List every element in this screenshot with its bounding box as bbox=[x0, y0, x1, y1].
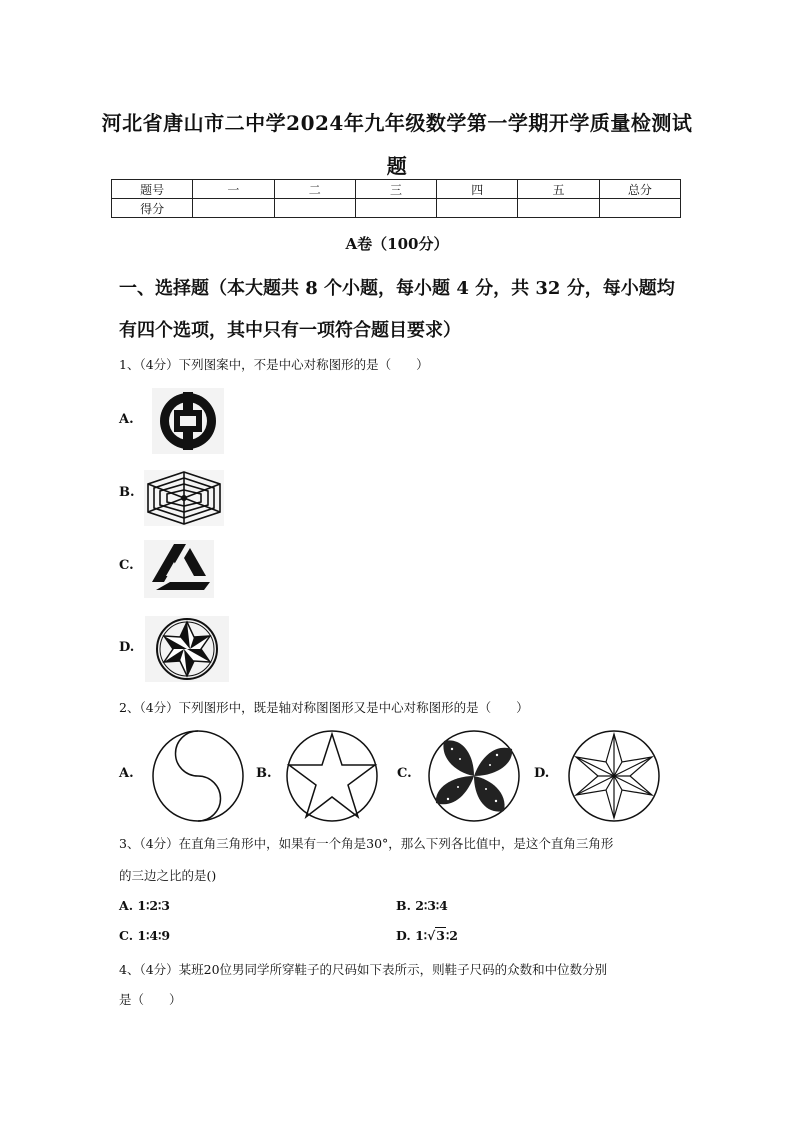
question-1-text: 1、（4分）下列图案中，不是中心对称图形的是（ ） bbox=[119, 357, 429, 372]
nested-hexagon-figure bbox=[144, 470, 224, 526]
table-cell: 二 bbox=[274, 180, 355, 199]
q2-option-d-label: D. bbox=[534, 766, 550, 781]
q1-option-a-label: A. bbox=[119, 412, 134, 427]
page-title-continued: 题 bbox=[386, 154, 408, 178]
recycle-triangle-figure bbox=[144, 540, 214, 598]
bank-logo-figure bbox=[152, 388, 224, 454]
q2-option-a-label: A. bbox=[119, 766, 134, 781]
hexagram-outline-circle-figure bbox=[562, 729, 666, 823]
yin-yang-curve-figure bbox=[146, 729, 250, 823]
score-table bbox=[111, 179, 681, 218]
q1-option-c-label: C. bbox=[119, 558, 134, 573]
q3-option-b: B. 2∶3∶4 bbox=[396, 898, 448, 913]
q1-option-b-label: B. bbox=[119, 485, 135, 500]
q3-option-d-suffix: ∶2 bbox=[445, 928, 458, 943]
score-input-cell[interactable] bbox=[518, 199, 599, 218]
hexagram-circle-figure bbox=[145, 616, 229, 682]
table-cell: 题号 bbox=[112, 180, 193, 199]
section-heading-continued: 有四个选项，其中只有一项符合题目要求） bbox=[119, 320, 461, 341]
score-input-cell[interactable] bbox=[437, 199, 518, 218]
table-row bbox=[112, 199, 681, 218]
q3-option-c: C. 1∶4∶9 bbox=[119, 928, 171, 943]
q2-option-b-label: B. bbox=[256, 766, 272, 781]
question-2-text: 2、（4分）下列图形中，既是轴对称图图形又是中心对称图形的是（ ） bbox=[119, 700, 529, 715]
question-3-text-continued: 的三边之比的是() bbox=[119, 868, 217, 883]
q2-option-c-label: C. bbox=[397, 766, 412, 781]
table-cell: 三 bbox=[355, 180, 436, 199]
table-cell: 四 bbox=[437, 180, 518, 199]
question-4-text-continued: 是（ ） bbox=[119, 992, 182, 1007]
star-circle-figure bbox=[280, 729, 384, 823]
table-cell: 一 bbox=[193, 180, 274, 199]
table-cell: 得分 bbox=[112, 199, 193, 218]
score-input-cell[interactable] bbox=[355, 199, 436, 218]
question-4-text: 4、（4分）某班20位男同学所穿鞋子的尺码如下表所示，则鞋子尺码的众数和中位数分别 bbox=[119, 962, 608, 977]
q1-option-d-label: D. bbox=[119, 640, 135, 655]
score-input-cell[interactable] bbox=[193, 199, 274, 218]
page-title: 河北省唐山市二中学2024年九年级数学第一学期开学质量检测试 bbox=[101, 111, 693, 135]
table-cell: 五 bbox=[518, 180, 599, 199]
q3-option-a: A. 1∶2∶3 bbox=[119, 898, 171, 913]
volume-heading: A卷（100分） bbox=[345, 235, 449, 253]
sqrt-symbol: √ bbox=[427, 928, 436, 943]
score-input-cell[interactable] bbox=[274, 199, 355, 218]
table-row bbox=[112, 180, 681, 199]
score-input-cell[interactable] bbox=[599, 199, 680, 218]
sqrt-radicand: 3 bbox=[436, 928, 445, 943]
q3-option-d-prefix: D. 1∶ bbox=[396, 928, 428, 943]
section-heading: 一、选择题（本大题共 8 个小题，每小题 4 分，共 32 分，每小题均 bbox=[119, 278, 675, 299]
table-cell: 总分 bbox=[599, 180, 680, 199]
q3-option-d bbox=[396, 928, 458, 943]
question-3-text: 3、（4分）在直角三角形中，如果有一个角是30°，那么下列各比值中，是这个直角三角形 bbox=[119, 836, 614, 851]
pinwheel-circle-figure bbox=[422, 729, 526, 823]
